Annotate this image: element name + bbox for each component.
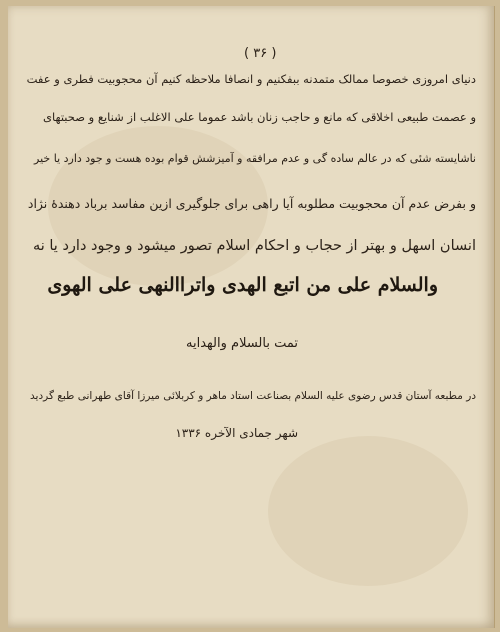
page-number: ( ٣۶ ) <box>244 46 277 61</box>
closing-salutation: والسلام علی من اتبع الهدی واتراالنهی علی الهوی <box>47 274 438 296</box>
body-line-5: انسان اسهل و بهتر از حجاب و احکام اسلام تصور میشود و وجود دارد یا نه <box>32 238 476 254</box>
body-line-4: و بفرض عدم آن محجوبیت مطلوبه آیا راهی برای جلوگیری ازین مفاسد برباد دهندهٔ نژاد <box>27 196 476 211</box>
colophon-date: شهر جمادی الآخره ۱۳۳۶ <box>175 426 298 440</box>
body-line-1: دنیای امروزی خصوصا ممالک متمدنه ببفکنیم و انصافا ملاحظه کنیم آن محجوبیت فطری و عفت <box>26 72 476 86</box>
body-line-3: ناشایسته شئی که در عالم ساده گی و عدم مرافقه و آمیزشش قوام بوده هست و جود دارد یا خیر <box>34 152 476 165</box>
ending-phrase: تمت بالسلام والهدایه <box>186 336 298 351</box>
printer-colophon: در مطبعه آستان قدس رضوی علیه السلام بصناعت استاد ماهر و کربلائی میرزا آقای طهرانی طبع گردید <box>30 390 476 402</box>
body-line-2: و عصمت طبیعی اخلاقی که مانع و حاجب زنان باشد عموما علی الاغلب از شنایع و صحبتهای <box>43 110 476 124</box>
document-page <box>8 6 495 628</box>
paper-stain <box>268 436 468 586</box>
